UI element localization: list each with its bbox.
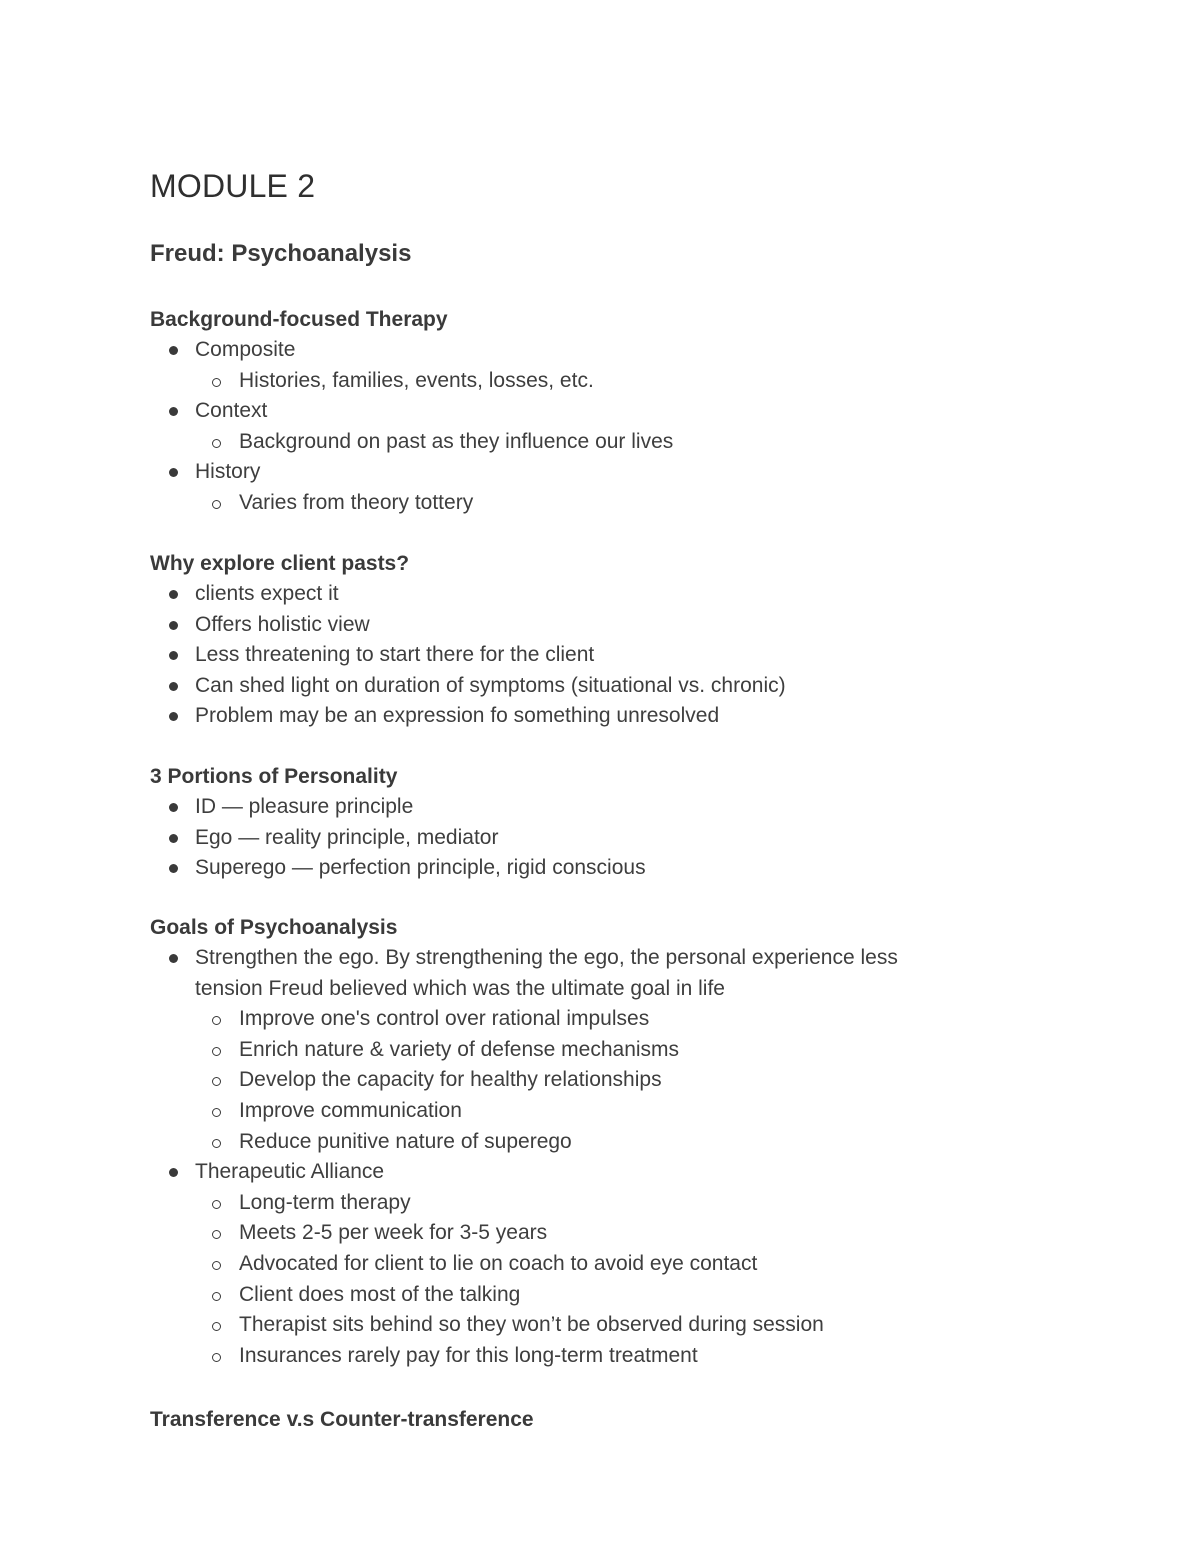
section-background-focused-therapy [150, 305, 1050, 519]
list-item: Therapeutic Alliance [150, 1157, 1050, 1188]
list-subitem: Reduce punitive nature of superego [150, 1127, 1050, 1158]
hollow-bullet-icon [212, 1292, 221, 1301]
list-subitem: Varies from theory tottery [150, 488, 1050, 519]
list-subitem: Improve one's control over rational impulses [150, 1004, 1050, 1035]
list-subitem: Long-term therapy [150, 1188, 1050, 1219]
list-item: clients expect it [150, 579, 1050, 610]
list-item: Ego — reality principle, mediator [150, 823, 1050, 854]
hollow-bullet-icon [212, 1108, 221, 1117]
filled-bullet-icon [169, 468, 178, 477]
hollow-bullet-icon [212, 1077, 221, 1086]
hollow-bullet-icon [212, 378, 221, 387]
list-subitem: Develop the capacity for healthy relationships [150, 1065, 1050, 1096]
list-subitem: Client does most of the talking [150, 1280, 1050, 1311]
list-item: Strengthen the ego. By strengthening the ego, the personal experience less [150, 943, 1050, 974]
bullet-list [150, 335, 1050, 519]
section-goals-of-psychoanalysis [150, 913, 1050, 1371]
hollow-bullet-icon [212, 1353, 221, 1362]
filled-bullet-icon [169, 803, 178, 812]
list-subitem: Therapist sits behind so they won’t be observed during session [150, 1310, 1050, 1341]
section-heading: 3 Portions of Personality [150, 765, 398, 788]
filled-bullet-icon [169, 834, 178, 843]
hollow-bullet-icon [212, 1047, 221, 1056]
section-heading: Background-focused Therapy [150, 308, 448, 331]
list-item: Composite [150, 335, 1050, 366]
list-item: Less threatening to start there for the client [150, 640, 1050, 671]
section-heading: Why explore client pasts? [150, 552, 410, 575]
filled-bullet-icon [169, 864, 178, 873]
section-heading: Transference v.s Counter-transference [150, 1408, 534, 1431]
module-title: MODULE 2 [150, 168, 316, 204]
list-item: ID — pleasure principle [150, 792, 1050, 823]
filled-bullet-icon [169, 346, 178, 355]
bullet-list [150, 579, 1050, 732]
hollow-bullet-icon [212, 1016, 221, 1025]
list-item: Offers holistic view [150, 610, 1050, 641]
hollow-bullet-icon [212, 1322, 221, 1331]
list-subitem: Enrich nature & variety of defense mechanisms [150, 1035, 1050, 1066]
list-item-continuation: tension Freud believed which was the ultimate goal in life [195, 976, 725, 1000]
section-portions-of-personality [150, 762, 1050, 884]
list-item: Problem may be an expression fo something unresolved [150, 701, 1050, 732]
list-item: Context [150, 396, 1050, 427]
list-subitem: Background on past as they influence our lives [150, 427, 1050, 458]
list-subitem: Advocated for client to lie on coach to avoid eye contact [150, 1249, 1050, 1280]
subtitle: Freud: Psychoanalysis [150, 240, 412, 267]
bullet-list [150, 943, 1050, 1371]
section-transference [150, 1405, 1050, 1435]
filled-bullet-icon [169, 712, 178, 721]
hollow-bullet-icon [212, 439, 221, 448]
list-item: Can shed light on duration of symptoms (situational vs. chronic) [150, 671, 1050, 702]
list-item: Superego — perfection principle, rigid conscious [150, 853, 1050, 884]
list-subitem: Histories, families, events, losses, etc. [150, 366, 1050, 397]
filled-bullet-icon [169, 954, 178, 963]
list-subitem: Insurances rarely pay for this long-term treatment [150, 1341, 1050, 1372]
section-why-explore-client-pasts [150, 549, 1050, 732]
hollow-bullet-icon [212, 1261, 221, 1270]
filled-bullet-icon [169, 621, 178, 630]
list-subitem: Meets 2-5 per week for 3-5 years [150, 1218, 1050, 1249]
section-heading: Goals of Psychoanalysis [150, 916, 398, 939]
list-subitem: Improve communication [150, 1096, 1050, 1127]
filled-bullet-icon [169, 651, 178, 660]
hollow-bullet-icon [212, 1200, 221, 1209]
filled-bullet-icon [169, 590, 178, 599]
filled-bullet-icon [169, 407, 178, 416]
filled-bullet-icon [169, 682, 178, 691]
hollow-bullet-icon [212, 1230, 221, 1239]
list-item: History [150, 457, 1050, 488]
filled-bullet-icon [169, 1168, 178, 1177]
hollow-bullet-icon [212, 1139, 221, 1148]
hollow-bullet-icon [212, 500, 221, 509]
bullet-list [150, 792, 1050, 884]
